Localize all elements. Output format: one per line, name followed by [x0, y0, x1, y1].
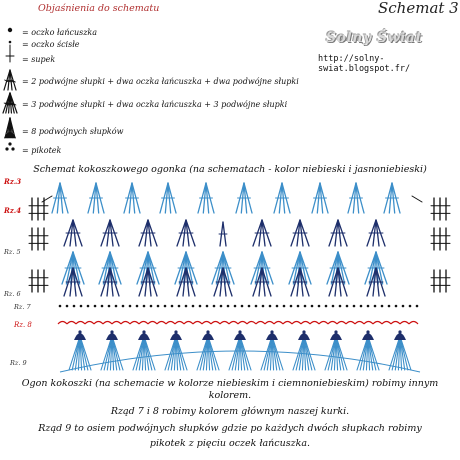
- brand-logo: Solny Świat: [326, 30, 423, 46]
- row9-picot-dot: [78, 330, 81, 333]
- row9-fan: [74, 333, 86, 340]
- row9-fan: [330, 333, 342, 340]
- row9-picot-dot: [270, 330, 273, 333]
- row8-chain-arc: [238, 322, 247, 325]
- legend-text-double2: = 2 podwójne słupki + dwa oczka łańcuszka + dwa podwójne słupki: [22, 77, 299, 86]
- row8-chain-arc: [355, 322, 364, 325]
- row-label-3: Rz.3: [4, 177, 22, 186]
- row8-chain-arc: [391, 322, 400, 325]
- description-line-2: kolorem.: [208, 390, 252, 401]
- row8-chain-arc: [382, 322, 391, 325]
- row7-chain-dot: [276, 305, 279, 308]
- row7-chain-dot: [290, 305, 293, 308]
- row-label-9: Rz. 9: [10, 359, 27, 367]
- row8-chain-arc: [274, 322, 283, 325]
- row8-chain-arc: [157, 322, 166, 325]
- row7-chain-dot: [374, 305, 377, 308]
- row7-chain-dot: [108, 305, 111, 308]
- row7-chain-dot: [157, 305, 160, 308]
- row8-chain-arc: [283, 322, 292, 325]
- row7-chain-dot: [73, 305, 76, 308]
- row7-chain-dot: [122, 305, 125, 308]
- description-line-5: pikotek z pięciu oczek łańcuszka.: [149, 438, 311, 449]
- row8-chain-arc: [328, 322, 337, 325]
- row9-picot-dot: [206, 330, 209, 333]
- row9-fan: [234, 333, 246, 340]
- row9-picot-dot: [334, 330, 337, 333]
- row8-chain-arc: [319, 322, 328, 325]
- row7-chain-dot: [318, 305, 321, 308]
- legend-title: Objaśnienia do schematu: [38, 3, 160, 14]
- row9-picot-dot: [110, 330, 113, 333]
- row8-chain-arc: [130, 322, 139, 325]
- row7-chain-dot: [360, 305, 363, 308]
- row8-chain-arc: [166, 322, 175, 325]
- row7-chain-dot: [220, 305, 223, 308]
- row8-chain-arc: [265, 322, 274, 325]
- row8-chain-arc: [409, 322, 418, 325]
- row8-chain-arc: [229, 322, 238, 325]
- picot-icon: [11, 147, 14, 150]
- row8-chain-arc: [139, 322, 148, 325]
- legend-text-sc: = supek: [22, 55, 56, 64]
- description-line-4: Rząd 9 to osiem podwójnych słupków gdzie po każdych dwóch słupkach robimy: [38, 423, 422, 434]
- row8-chain-arc: [67, 322, 76, 325]
- legend-text-double3: = 3 podwójne słupki + dwa oczka łańcuszka + 3 podwójne słupki: [22, 100, 288, 109]
- row7-chain-dot: [262, 305, 265, 308]
- row7-chain-dot: [367, 305, 370, 308]
- row7-chain-dot: [59, 305, 62, 308]
- row8-chain-arc: [220, 322, 229, 325]
- row7-chain-dot: [87, 305, 90, 308]
- row7-chain-dot: [199, 305, 202, 308]
- row8-chain-arc: [148, 322, 157, 325]
- row-label-4: Rz.4: [4, 206, 22, 215]
- row7-chain-dot: [178, 305, 181, 308]
- row7-chain-dot: [283, 305, 286, 308]
- row7-chain-dot: [192, 305, 195, 308]
- row7-chain-dot: [206, 305, 209, 308]
- row8-chain-arc: [58, 322, 67, 325]
- row8-chain-arc: [346, 322, 355, 325]
- row7-chain-dot: [255, 305, 258, 308]
- row7-chain-dot: [269, 305, 272, 308]
- description-line-3: Rząd 7 i 8 robimy kolorem głównym naszej kurki.: [110, 406, 350, 417]
- row8-chain-arc: [85, 322, 94, 325]
- row9-fan: [170, 333, 182, 340]
- row7-chain-dot: [304, 305, 307, 308]
- row9-fan: [266, 333, 278, 340]
- row7-chain-dot: [101, 305, 104, 308]
- row-label-5: Rz. 5: [4, 248, 21, 256]
- row8-chain-arc: [247, 322, 256, 325]
- schema-title: Schemat kokoszkowego ogonka (na schematach - kolor niebieski i jasnoniebieski): [33, 164, 427, 175]
- row7-chain-dot: [143, 305, 146, 308]
- row9-picot-dot: [302, 330, 305, 333]
- row9-fan: [106, 333, 118, 340]
- row8-chain-arc: [373, 322, 382, 325]
- row7-chain-dot: [213, 305, 216, 308]
- row8-chain-arc: [337, 322, 346, 325]
- legend-text-slip: = oczko ścisłe: [22, 40, 80, 49]
- row9-picot-dot: [366, 330, 369, 333]
- row9-picot-dot: [398, 330, 401, 333]
- row7-chain-dot: [353, 305, 356, 308]
- row-label-7: Rz. 7: [14, 303, 31, 311]
- row7-chain-dot: [94, 305, 97, 308]
- chain-dot-icon: [8, 28, 12, 32]
- legend-text-fan8: = 8 podwójnych słupków: [22, 127, 124, 136]
- row7-chain-dot: [80, 305, 83, 308]
- row8-chain-arc: [310, 322, 319, 325]
- row8-chain-arc: [292, 322, 301, 325]
- row8-chain-arc: [364, 322, 373, 325]
- slip-stitch-icon: [9, 41, 12, 44]
- row8-chain-arc: [112, 322, 121, 325]
- row7-chain-dot: [129, 305, 132, 308]
- row7-chain-dot: [185, 305, 188, 308]
- right-ladder: [412, 196, 422, 202]
- row7-chain-dot: [339, 305, 342, 308]
- row7-chain-dot: [150, 305, 153, 308]
- picot-icon: [8, 142, 11, 145]
- legend-text-picot: = pikotek: [22, 146, 62, 155]
- row7-chain-dot: [171, 305, 174, 308]
- row8-chain-arc: [94, 322, 103, 325]
- row-label-6: Rz. 6: [4, 290, 21, 298]
- row8-chain-arc: [184, 322, 193, 325]
- picot-icon: [5, 147, 8, 150]
- row7-chain-dot: [311, 305, 314, 308]
- row7-chain-dot: [227, 305, 230, 308]
- row7-chain-dot: [136, 305, 139, 308]
- row9-fan: [362, 333, 374, 340]
- row8-chain-arc: [193, 322, 202, 325]
- row8-chain-arc: [400, 322, 409, 325]
- description-line-1: Ogon kokoszki (na schemacie w kolorze niebieskim i ciemnoniebieskim) robimy innym: [21, 378, 439, 389]
- row8-chain-arc: [76, 322, 85, 325]
- row7-chain-dot: [409, 305, 412, 308]
- row8-chain-arc: [202, 322, 211, 325]
- row7-chain-dot: [325, 305, 328, 308]
- row8-chain-arc: [103, 322, 112, 325]
- row8-chain-arc: [256, 322, 265, 325]
- row-label-8: Rz. 8: [14, 321, 32, 329]
- row7-chain-dot: [164, 305, 167, 308]
- row7-chain-dot: [402, 305, 405, 308]
- row9-picot-dot: [174, 330, 177, 333]
- row9-picot-dot: [142, 330, 145, 333]
- row7-chain-dot: [395, 305, 398, 308]
- row7-chain-dot: [234, 305, 237, 308]
- row9-fan: [202, 333, 214, 340]
- schemat-title: Schemat 3: [378, 0, 459, 17]
- row7-chain-dot: [248, 305, 251, 308]
- legend-text-chain: = oczko łańcuszka: [22, 28, 98, 37]
- blog-url: http://solny-swiat.blogspot.fr/: [318, 54, 411, 74]
- row7-chain-dot: [332, 305, 335, 308]
- row7-chain-dot: [346, 305, 349, 308]
- row7-chain-dot: [66, 305, 69, 308]
- row8-chain-arc: [175, 322, 184, 325]
- row7-chain-dot: [115, 305, 118, 308]
- row8-chain-arc: [301, 322, 310, 325]
- row9-fan: [138, 333, 150, 340]
- row9-picot-dot: [238, 330, 241, 333]
- row7-chain-dot: [388, 305, 391, 308]
- row8-chain-arc: [121, 322, 130, 325]
- row7-chain-dot: [381, 305, 384, 308]
- row9-fan: [298, 333, 310, 340]
- row8-chain-arc: [211, 322, 220, 325]
- row7-chain-dot: [297, 305, 300, 308]
- row7-chain-dot: [241, 305, 244, 308]
- row7-chain-dot: [416, 305, 419, 308]
- row9-fan: [394, 333, 406, 340]
